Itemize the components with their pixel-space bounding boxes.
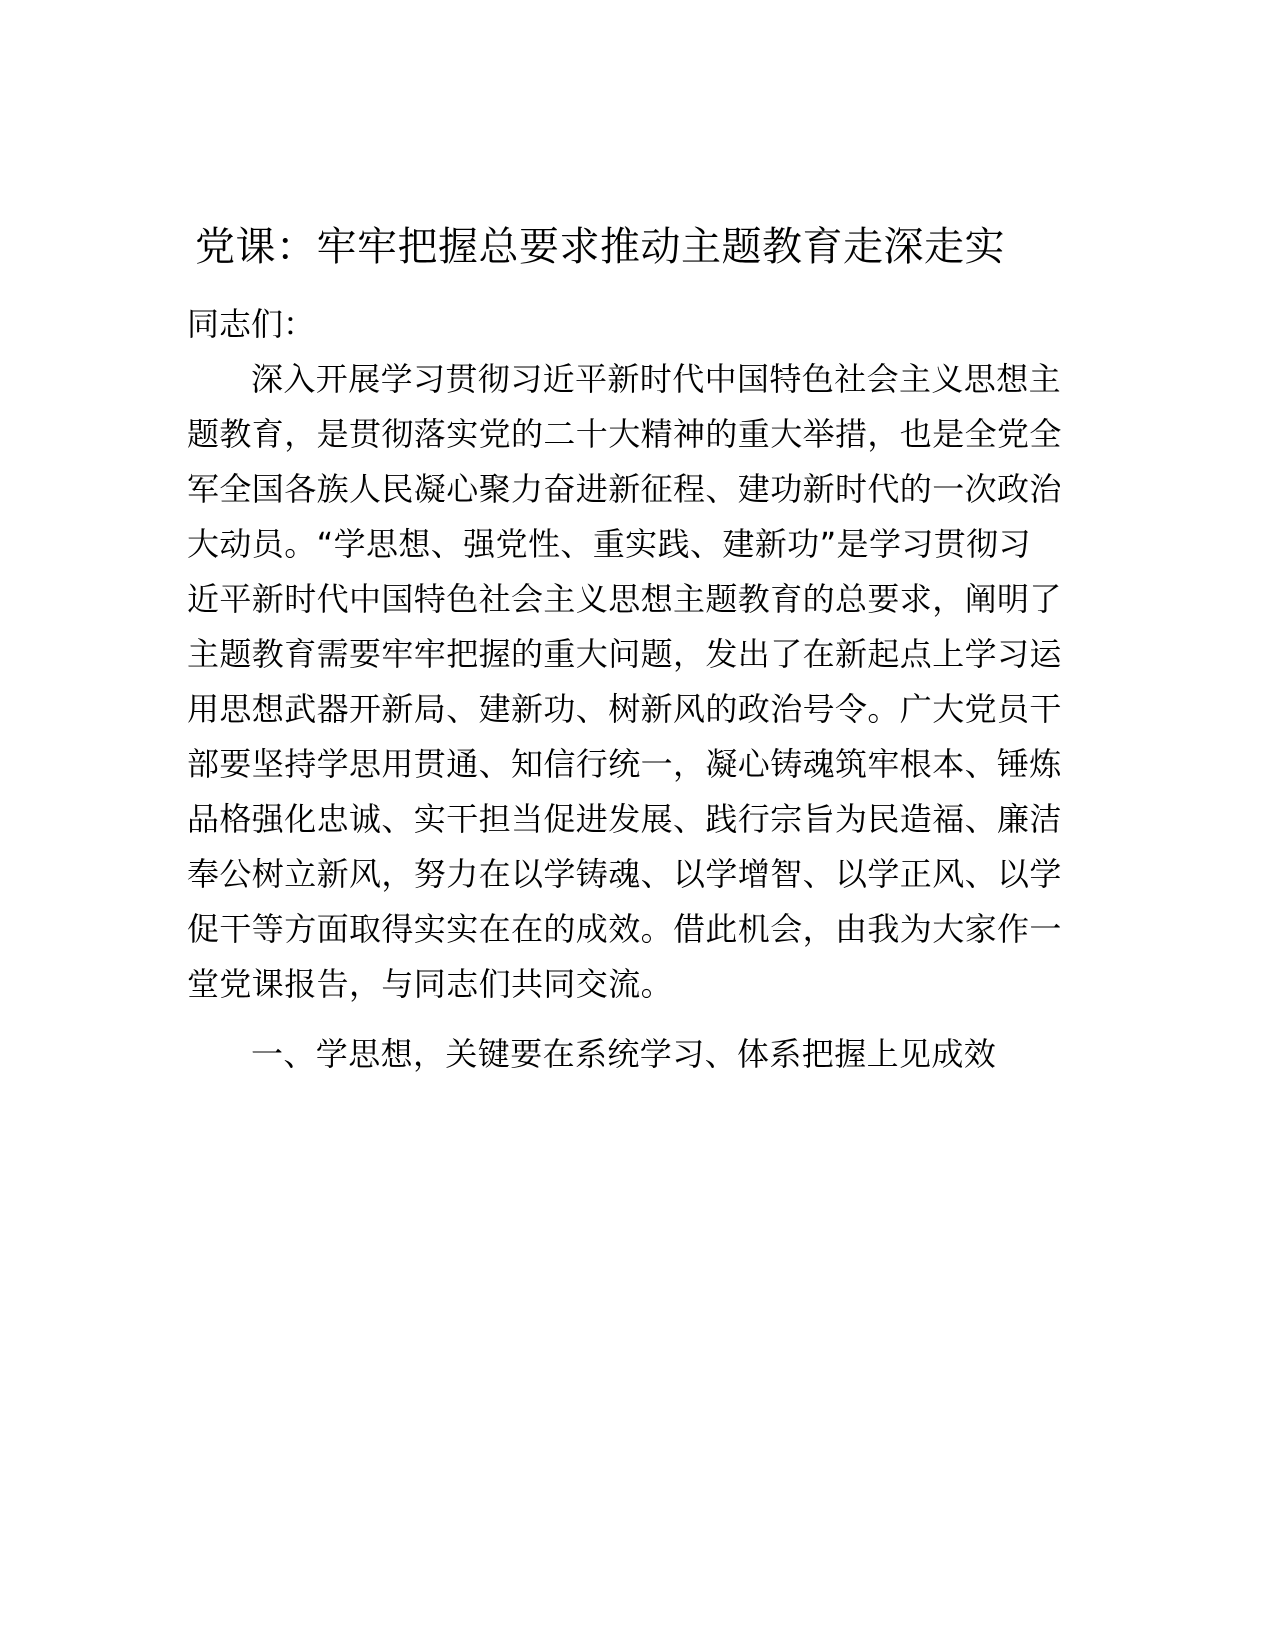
paragraph-line: 部要坚持学思用贯通、知信行统一，凝心铸魂筑牢根本、锤炼	[187, 745, 1062, 783]
paragraph-line: 主题教育需要牢牢把握的重大问题，发出了在新起点上学习运	[187, 635, 1062, 673]
paragraph-line: 用思想武器开新局、建新功、树新风的政治号令。广大党员干	[187, 690, 1062, 728]
paragraph-line: 大动员。“学思想、强党性、重实践、建新功”是学习贯彻习	[187, 525, 1031, 563]
paragraph-line: 题教育，是贯彻落实党的二十大精神的重大举措，也是全党全	[187, 415, 1062, 453]
paragraph-line: 促干等方面取得实实在在的成效。借此机会，由我为大家作一	[187, 910, 1062, 948]
section-heading: 一、学思想，关键要在系统学习、体系把握上见成效	[251, 1035, 997, 1073]
paragraph-line: 近平新时代中国特色社会主义思想主题教育的总要求，阐明了	[187, 580, 1062, 618]
paragraph-line: 深入开展学习贯彻习近平新时代中国特色社会主义思想主	[251, 360, 1062, 398]
paragraph-line: 品格强化忠诚、实干担当促进发展、践行宗旨为民造福、廉洁	[187, 800, 1062, 838]
document-title: 党课：牢牢把握总要求推动主题教育走深走实	[195, 224, 1005, 270]
paragraph-line: 奉公树立新风，努力在以学铸魂、以学增智、以学正风、以学	[187, 855, 1062, 893]
salutation: 同志们：	[187, 305, 316, 343]
paragraph-line: 军全国各族人民凝心聚力奋进新征程、建功新时代的一次政治	[187, 470, 1062, 508]
paragraph-line: 堂党课报告，与同志们共同交流。	[187, 965, 674, 1003]
